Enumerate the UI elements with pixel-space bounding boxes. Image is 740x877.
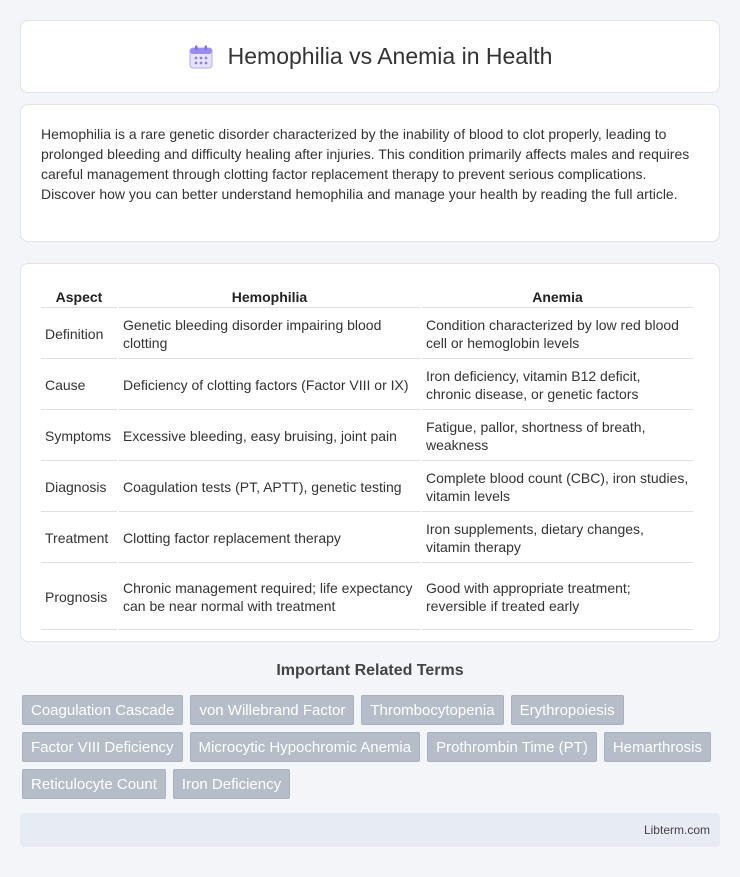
anemia-cell: Iron deficiency, vitamin B12 deficit, chronic disease, or genetic factors	[422, 361, 693, 410]
hemophilia-cell: Deficiency of clotting factors (Factor VIII or IX)	[119, 361, 420, 410]
related-term-tag[interactable]: Factor VIII Deficiency	[22, 732, 183, 762]
anemia-cell: Complete blood count (CBC), iron studies, vitamin levels	[422, 463, 693, 512]
related-terms-title: Important Related Terms	[276, 662, 464, 679]
hemophilia-cell: Excessive bleeding, easy bruising, joint pain	[119, 412, 420, 461]
aspect-cell: Diagnosis	[41, 463, 117, 512]
hemophilia-cell: Coagulation tests (PT, APTT), genetic testing	[119, 463, 420, 512]
related-term-tag[interactable]: Iron Deficiency	[173, 769, 290, 799]
aspect-cell: Definition	[41, 310, 117, 359]
hemophilia-cell: Clotting factor replacement therapy	[119, 514, 420, 563]
page-title: Hemophilia vs Anemia in Health	[227, 43, 553, 69]
table-row	[41, 412, 693, 461]
related-term-tag[interactable]: Thrombocytopenia	[361, 695, 503, 725]
table-row	[41, 565, 693, 630]
related-term-tag[interactable]: Coagulation Cascade	[22, 695, 183, 725]
header	[188, 43, 553, 70]
footer	[20, 813, 720, 847]
anemia-cell: Iron supplements, dietary changes, vitamin therapy	[422, 514, 693, 563]
anemia-cell: Fatigue, pallor, shortness of breath, weakness	[422, 412, 693, 461]
header-card	[20, 20, 720, 93]
related-term-tag[interactable]: Prothrombin Time (PT)	[427, 732, 597, 762]
related-term-tag[interactable]: von Willebrand Factor	[190, 695, 354, 725]
aspect-cell: Symptoms	[41, 412, 117, 461]
comparison-card	[20, 263, 720, 642]
hemophilia-cell: Chronic management required; life expectancy can be near normal with treatment	[119, 565, 420, 630]
table-row	[41, 463, 693, 512]
column-header-hemophilia: Hemophilia	[119, 286, 420, 308]
related-term-tag[interactable]: Erythropoiesis	[511, 695, 624, 725]
intro-card	[20, 104, 720, 242]
anemia-cell: Good with appropriate treatment; reversible if treated early	[422, 565, 693, 630]
table-row	[41, 310, 693, 359]
calendar-icon	[188, 44, 214, 70]
column-header-anemia: Anemia	[422, 286, 693, 308]
related-term-tag[interactable]: Microcytic Hypochromic Anemia	[190, 732, 421, 762]
anemia-cell: Condition characterized by low red blood cell or hemoglobin levels	[422, 310, 693, 359]
table-row	[41, 361, 693, 410]
hemophilia-cell: Genetic bleeding disorder impairing blood clotting	[119, 310, 420, 359]
aspect-cell: Cause	[41, 361, 117, 410]
aspect-cell: Prognosis	[41, 565, 117, 630]
table-row	[41, 514, 693, 563]
related-term-tag[interactable]: Reticulocyte Count	[22, 769, 166, 799]
related-term-tag[interactable]: Hemarthrosis	[604, 732, 711, 762]
table-header-row	[41, 286, 693, 308]
aspect-cell: Treatment	[41, 514, 117, 563]
column-header-aspect: Aspect	[41, 286, 117, 308]
related-terms-list	[22, 695, 722, 799]
comparison-table	[39, 284, 695, 632]
footer-site-link[interactable]: Libterm.com	[643, 823, 710, 837]
intro-paragraph: Hemophilia is a rare genetic disorder characterized by the inability of blood to clot properly, leading to prolonged bleeding and difficulty healing after injuries. This condition primarily affects males and requires careful management through clotting factor replacement therapy to prevent serious complications. Discover how you can better understand hemophilia and manage your health by reading the full article.	[41, 126, 690, 202]
